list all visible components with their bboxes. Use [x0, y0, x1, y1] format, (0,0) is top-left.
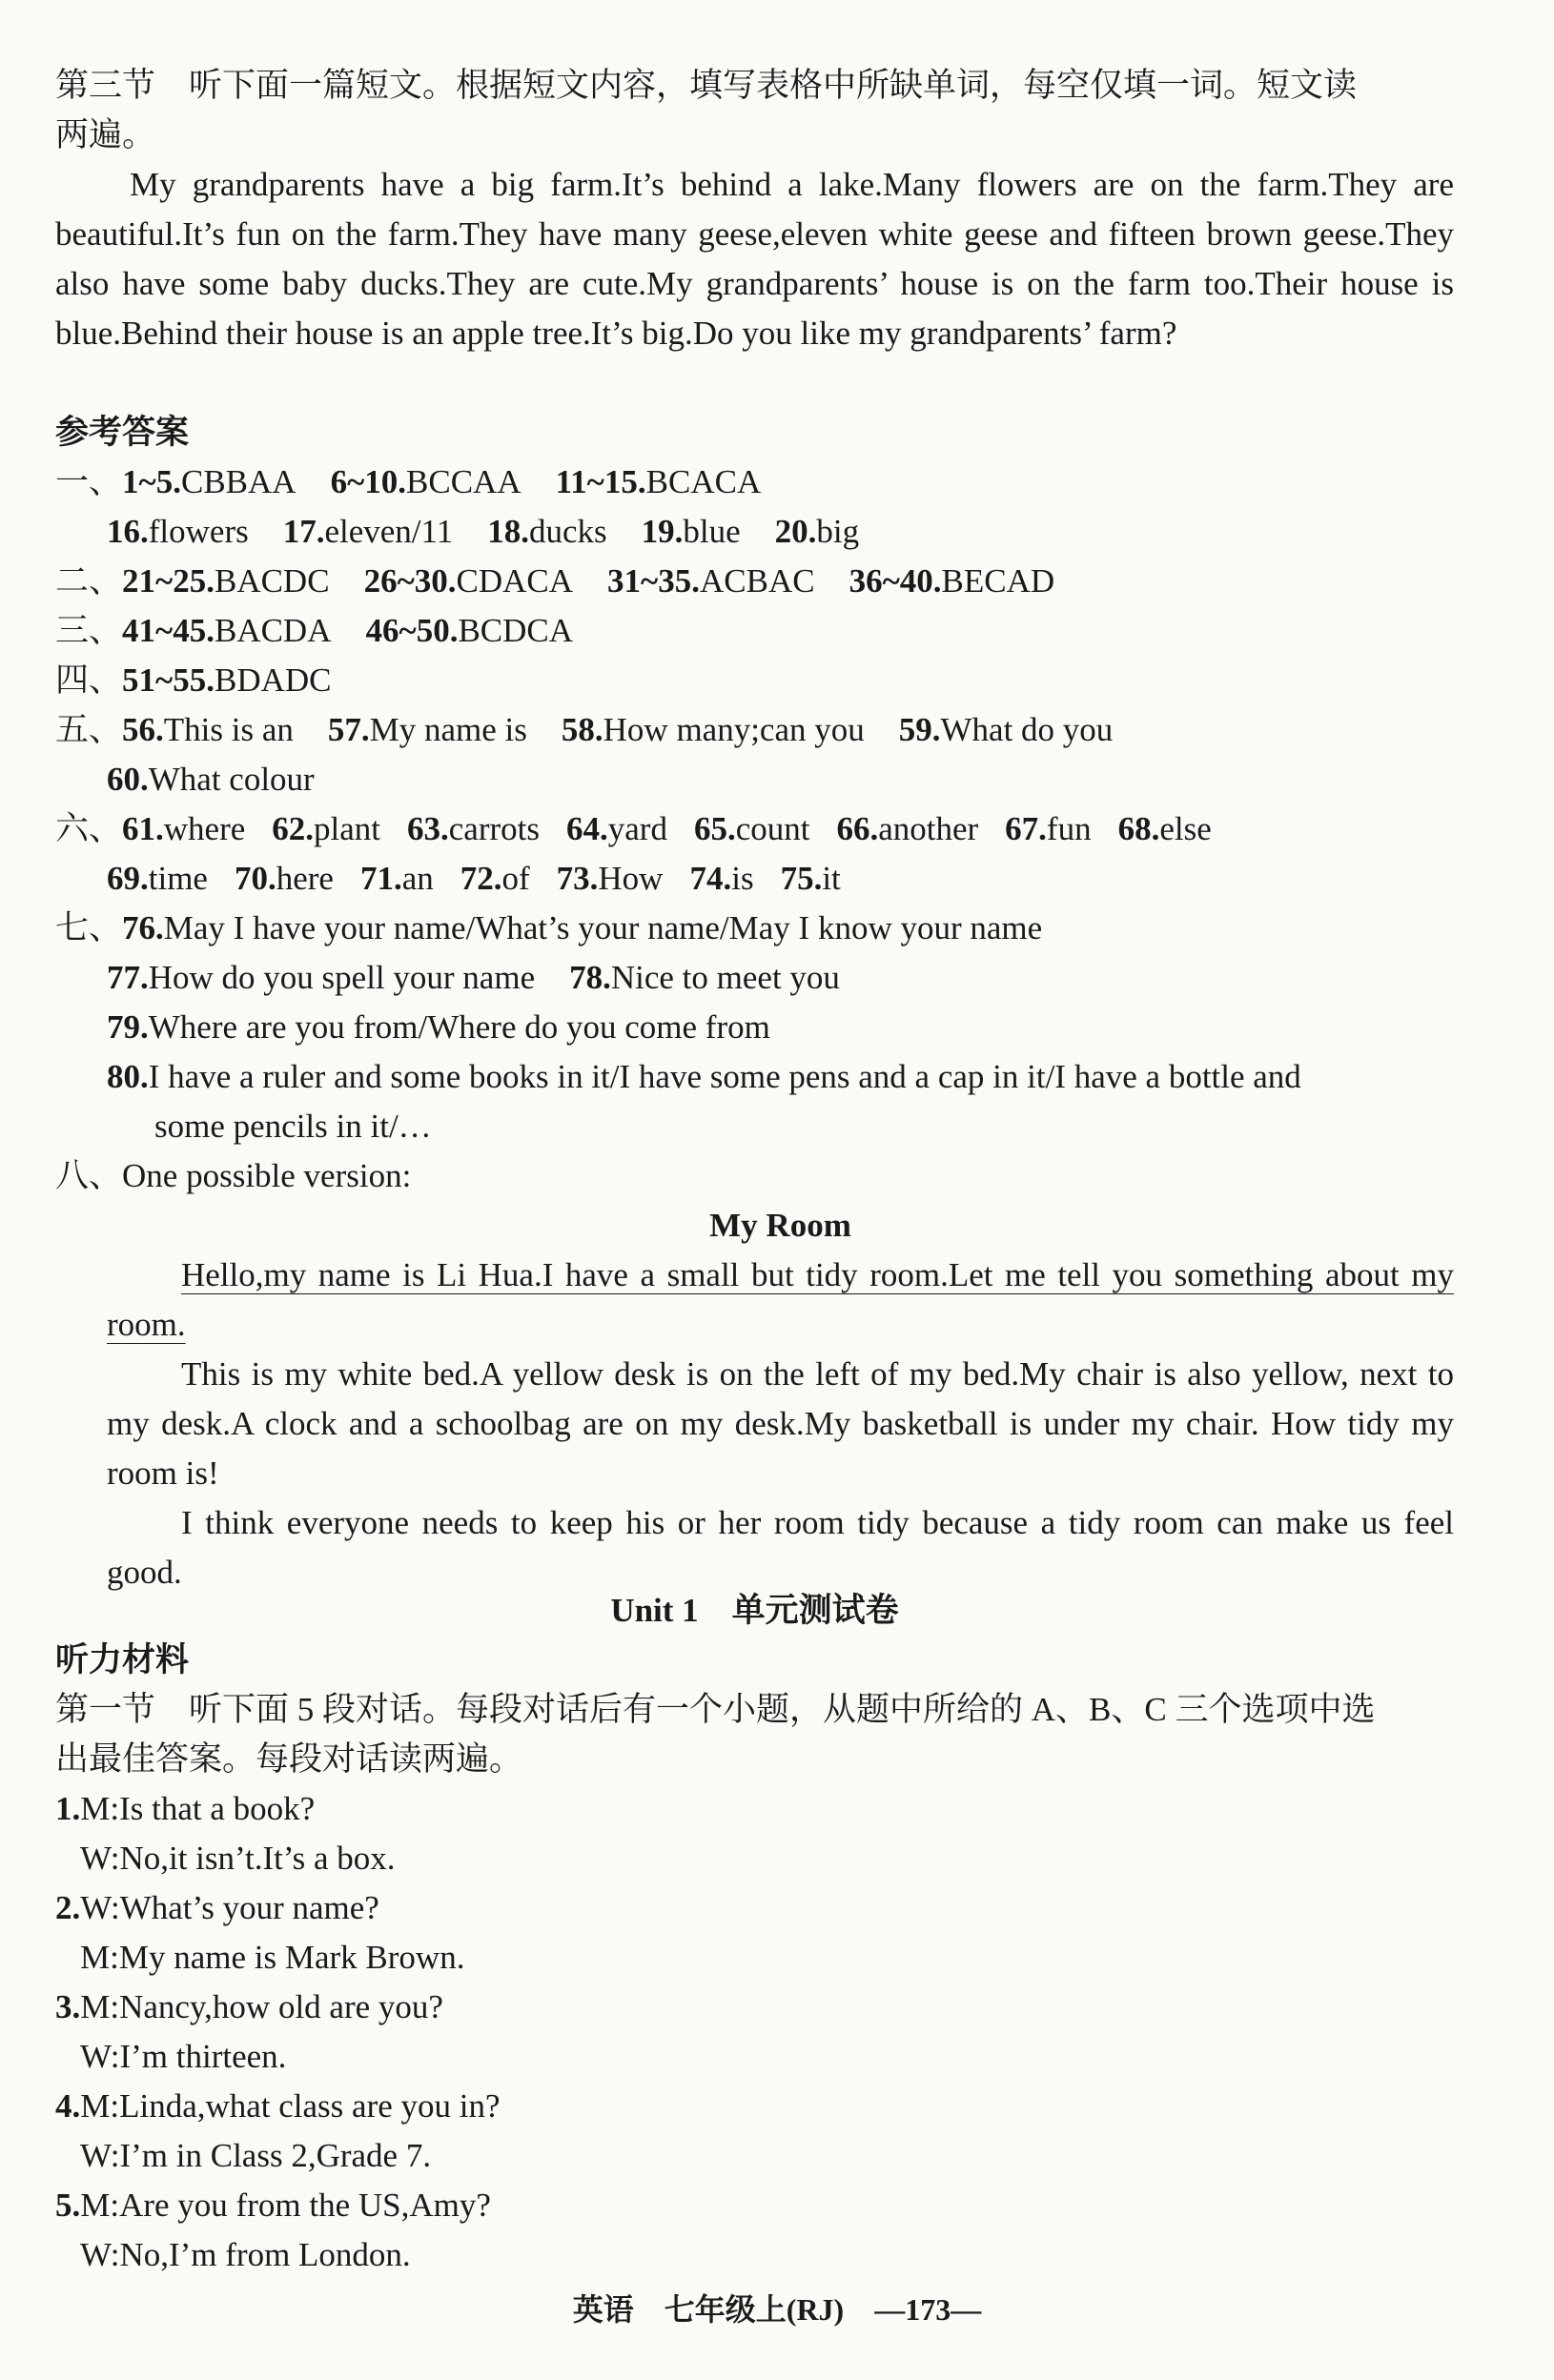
section1-line1: 第一节 听下面 5 段对话。每段对话后有一个小题，从题中所给的 A、B、C 三个选项中选: [55, 1691, 1376, 1728]
answers-77-78: 77.How do you spell your name 78.Nice to meet you: [107, 959, 840, 996]
answers-section4: 四、51~55.BDADC: [55, 661, 332, 699]
answers-section5b: 60.What colour: [107, 761, 315, 798]
unit-test: [55, 1586, 1454, 2280]
essay-title: My Room: [709, 1207, 851, 1244]
answers: [55, 408, 1454, 1597]
listening-material-label: 听力材料: [55, 1641, 190, 1678]
answers-79: 79.Where are you from/Where do you come from: [107, 1008, 770, 1046]
answers-section3: 三、41~45.BACDA 46~50.BCDCA: [55, 612, 574, 649]
essay-paragraph-2: This is my white bed.A yellow desk is on the left of my bed.My chair is also yellow, next to my desk.A clock and a schoolbag are on my desk.My basketball is under my chair. How tidy my room is!: [107, 1355, 1454, 1492]
answers-section7-76: 七、76.May I have your name/What’s your name/May I know your name: [55, 909, 1043, 946]
section1-line2: 出最佳答案。每段对话读两遍。: [55, 1740, 523, 1778]
section3-heading: 第三节 听下面一篇短文。根据短文内容，填写表格中所缺单词，每空仅填一词。短文读: [55, 67, 1358, 104]
dialogue-1: 1.M:Is that a book? W:No,it isn’t.It’s a box.: [55, 1790, 396, 1877]
answers-section8: 八、One possible version:: [55, 1157, 412, 1194]
dialogue-2: 2.W:What’s your name? M:My name is Mark Brown.: [55, 1889, 465, 1976]
section3-heading-cont: 两遍。: [55, 116, 156, 153]
answers-section1: 一、1~5.CBBAA 6~10.BCCAA 11~15.BCACA: [55, 463, 762, 500]
page-footer: 英语 七年级上(RJ) —173—: [572, 2292, 982, 2327]
answers-80: 80.I have a ruler and some books in it/I have some pens and a cap in it/I have a bottle and: [107, 1058, 1301, 1095]
answers-section2: 二、21~25.BACDC 26~30.CDACA 31~35.ACBAC 36~40.BECAD: [55, 562, 1055, 600]
answers-title: 参考答案: [55, 414, 190, 451]
section3-passage: My grandparents have a big farm.It’s behind a lake.Many flowers are on the farm.They are beautiful.It’s fun on the farm.They have many geese,eleven white geese and fifteen brown geese.They also have some baby ducks.They are cute.My grandparents’ house is on the farm too.Their house is blue.Behind their house is an apple tree.It’s big.Do you like my grandparents’ farm?: [55, 166, 1454, 352]
dialogue-4: 4.M:Linda,what class are you in? W:I’m in Class 2,Grade 7.: [55, 2087, 501, 2174]
answers-section6b: 69.time 70.here 71.an 72.of 73.How 74.is 75.it: [107, 860, 841, 897]
dialogue-5: 5.M:Are you from the US,Amy? W:No,I’m from London.: [55, 2187, 491, 2273]
answers-80-cont: some pencils in it/…: [154, 1108, 432, 1145]
answers-section1b: 16.flowers 17.eleven/11 18.ducks 19.blue 20.big: [107, 513, 860, 550]
unit-test-title: Unit 1 单元测试卷: [610, 1592, 899, 1629]
essay-paragraph-1: Hello,my name is Li Hua.I have a small but tidy room.Let me tell you something about my room.: [107, 1256, 1454, 1343]
answers-section6: 六、61.where 62.plant 63.carrots 64.yard 65.count 66.another 67.fun 68.else: [55, 810, 1212, 847]
essay-paragraph-3: I think everyone needs to keep his or her room tidy because a tidy room can make us feel good.: [107, 1504, 1454, 1591]
dialogue-3: 3.M:Nancy,how old are you? W:I’m thirteen.: [55, 1988, 443, 2075]
listening-section3: [55, 61, 1454, 358]
answers-section5: 五、56.This is an 57.My name is 58.How many;can you 59.What do you: [55, 711, 1114, 748]
